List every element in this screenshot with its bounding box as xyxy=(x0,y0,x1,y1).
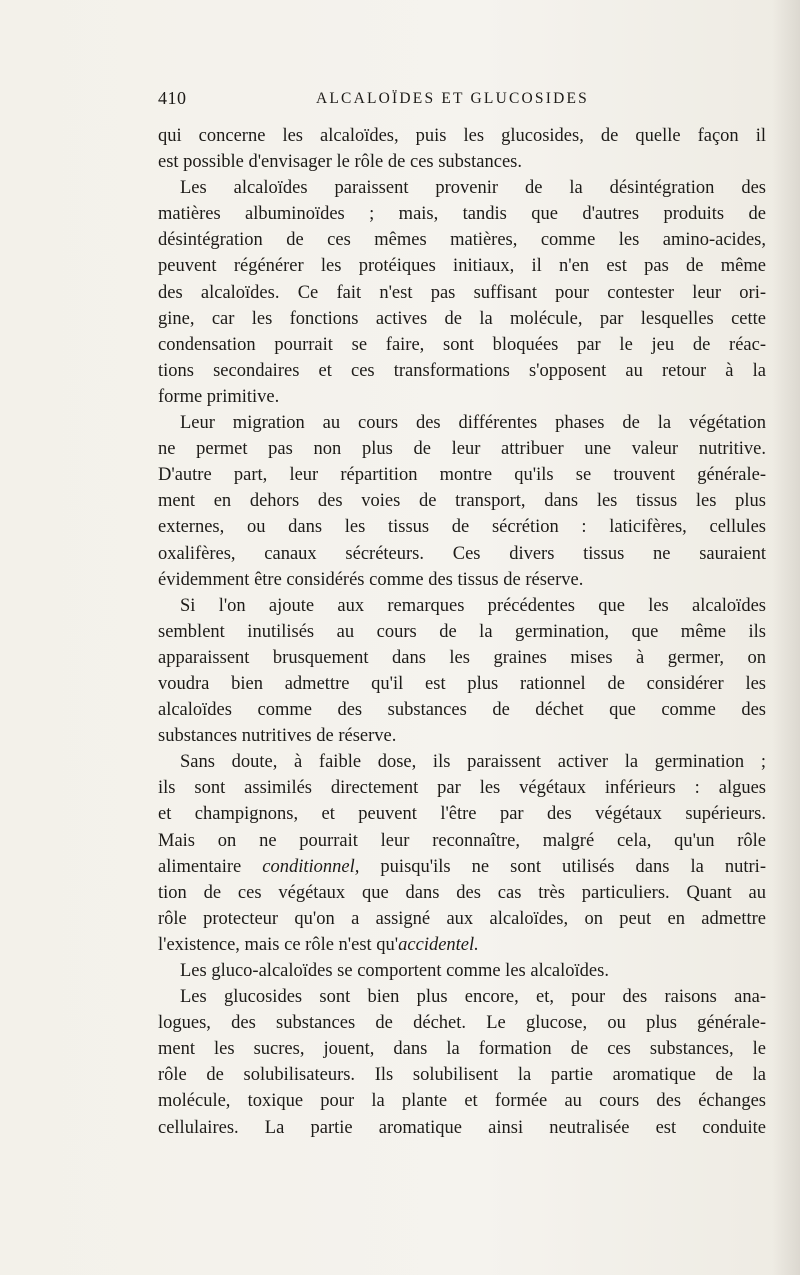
text-line-with-italic xyxy=(158,932,766,958)
text-line: condensation pourrait se faire, sont bloquées par le jeu de réac- xyxy=(158,334,766,355)
text-line: apparaissent brusquement dans les graines mises à germer, on xyxy=(158,647,766,668)
text-line: tion de ces végétaux que dans des cas très particuliers. Quant au xyxy=(158,882,766,903)
text-line: substances nutritives de réserve. xyxy=(158,726,397,747)
paragraph xyxy=(158,123,766,175)
text-line: voudra bien admettre qu'il est plus rationnel de considérer les xyxy=(158,673,766,694)
text-line: est possible d'envisager le rôle de ces substances. xyxy=(158,152,522,173)
page-body xyxy=(158,123,766,1141)
text-line: Mais on ne pourrait leur reconnaître, malgré cela, qu'un rôle xyxy=(158,830,766,851)
text-line: forme primitive. xyxy=(158,386,280,407)
text-line: ils sont assimilés directement par les végétaux inférieurs : algues xyxy=(158,778,766,799)
text-run: alimentaire xyxy=(158,856,263,877)
text-line: Les glucosides sont bien plus encore, et, pour des raisons ana- xyxy=(180,987,766,1008)
text-line: oxalifères, canaux sécréteurs. Ces divers tissus ne sauraient xyxy=(158,543,766,564)
paragraph xyxy=(158,984,766,1141)
text-line: alcaloïdes comme des substances de déchet que comme des xyxy=(158,700,766,721)
text-line: gine, car les fonctions actives de la molécule, par lesquelles cette xyxy=(158,308,766,329)
text-line: évidemment être considérés comme des tissus de réserve. xyxy=(158,569,584,590)
paragraph xyxy=(158,175,766,410)
text-line: peuvent régénérer les protéiques initiaux, il n'en est pas de même xyxy=(158,256,766,277)
text-line: molécule, toxique pour la plante et formée au cours des échanges xyxy=(158,1091,766,1112)
text-line: ment les sucres, jouent, dans la formation de ces substances, le xyxy=(158,1039,766,1060)
text-line: rôle de solubilisateurs. Ils solubilisent la partie aromatique de la xyxy=(158,1065,766,1086)
italic-term: conditionnel, xyxy=(262,856,360,877)
text-line: et champignons, et peuvent l'être par des végétaux supérieurs. xyxy=(158,804,766,825)
text-line: qui concerne les alcaloïdes, puis les glucosides, de quelle façon il xyxy=(158,126,766,146)
text-run: puisqu'ils ne sont utilisés dans la nutri- xyxy=(359,856,766,877)
text-line: logues, des substances de déchet. Le glucose, ou plus générale- xyxy=(158,1013,766,1034)
text-line-with-italic xyxy=(158,854,766,880)
text-line: Leur migration au cours des différentes phases de la végétation xyxy=(180,413,766,434)
text-line: Les alcaloïdes paraissent provenir de la désintégration des xyxy=(180,178,766,199)
text-line: désintégration de ces mêmes matières, comme les amino-acides, xyxy=(158,230,766,251)
text-line: Si l'on ajoute aux remarques précédentes que les alcaloïdes xyxy=(180,595,766,616)
paragraph xyxy=(158,958,766,984)
paragraph xyxy=(158,749,766,958)
text-line: ment en dehors des voies de transport, dans les tissus les plus xyxy=(158,491,766,512)
page-edge-shadow xyxy=(772,0,800,1275)
italic-term: accidentel. xyxy=(398,934,479,955)
page-header xyxy=(158,88,758,112)
paragraph xyxy=(158,410,766,593)
text-line: ne permet pas non plus de leur attribuer une valeur nutritive. xyxy=(158,439,766,460)
text-line: D'autre part, leur répartition montre qu'ils se trouvent générale- xyxy=(158,465,766,486)
text-line: tions secondaires et ces transformations s'opposent au retour à la xyxy=(158,360,766,381)
text-line: externes, ou dans les tissus de sécrétion : laticifères, cellules xyxy=(158,517,766,538)
text-run: l'existence, mais ce rôle n'est qu' xyxy=(158,934,399,955)
page-number: 410 xyxy=(158,88,187,108)
text-line: Sans doute, à faible dose, ils paraissent activer la germination ; xyxy=(180,752,766,773)
running-title: ALCALOÏDES ET GLUCOSIDES xyxy=(316,90,589,107)
text-line: Les gluco-alcaloïdes se comportent comme les alcaloïdes. xyxy=(180,961,609,981)
text-line: matières albuminoïdes ; mais, tandis que d'autres produits de xyxy=(158,204,766,225)
text-line: semblent inutilisés au cours de la germination, que même ils xyxy=(158,621,766,642)
text-line: rôle protecteur qu'on a assigné aux alcaloïdes, on peut en admettre xyxy=(158,908,766,929)
text-line: cellulaires. La partie aromatique ainsi neutralisée est conduite xyxy=(158,1117,766,1138)
text-line: des alcaloïdes. Ce fait n'est pas suffisant pour contester leur ori- xyxy=(158,282,766,303)
paragraph xyxy=(158,593,766,750)
